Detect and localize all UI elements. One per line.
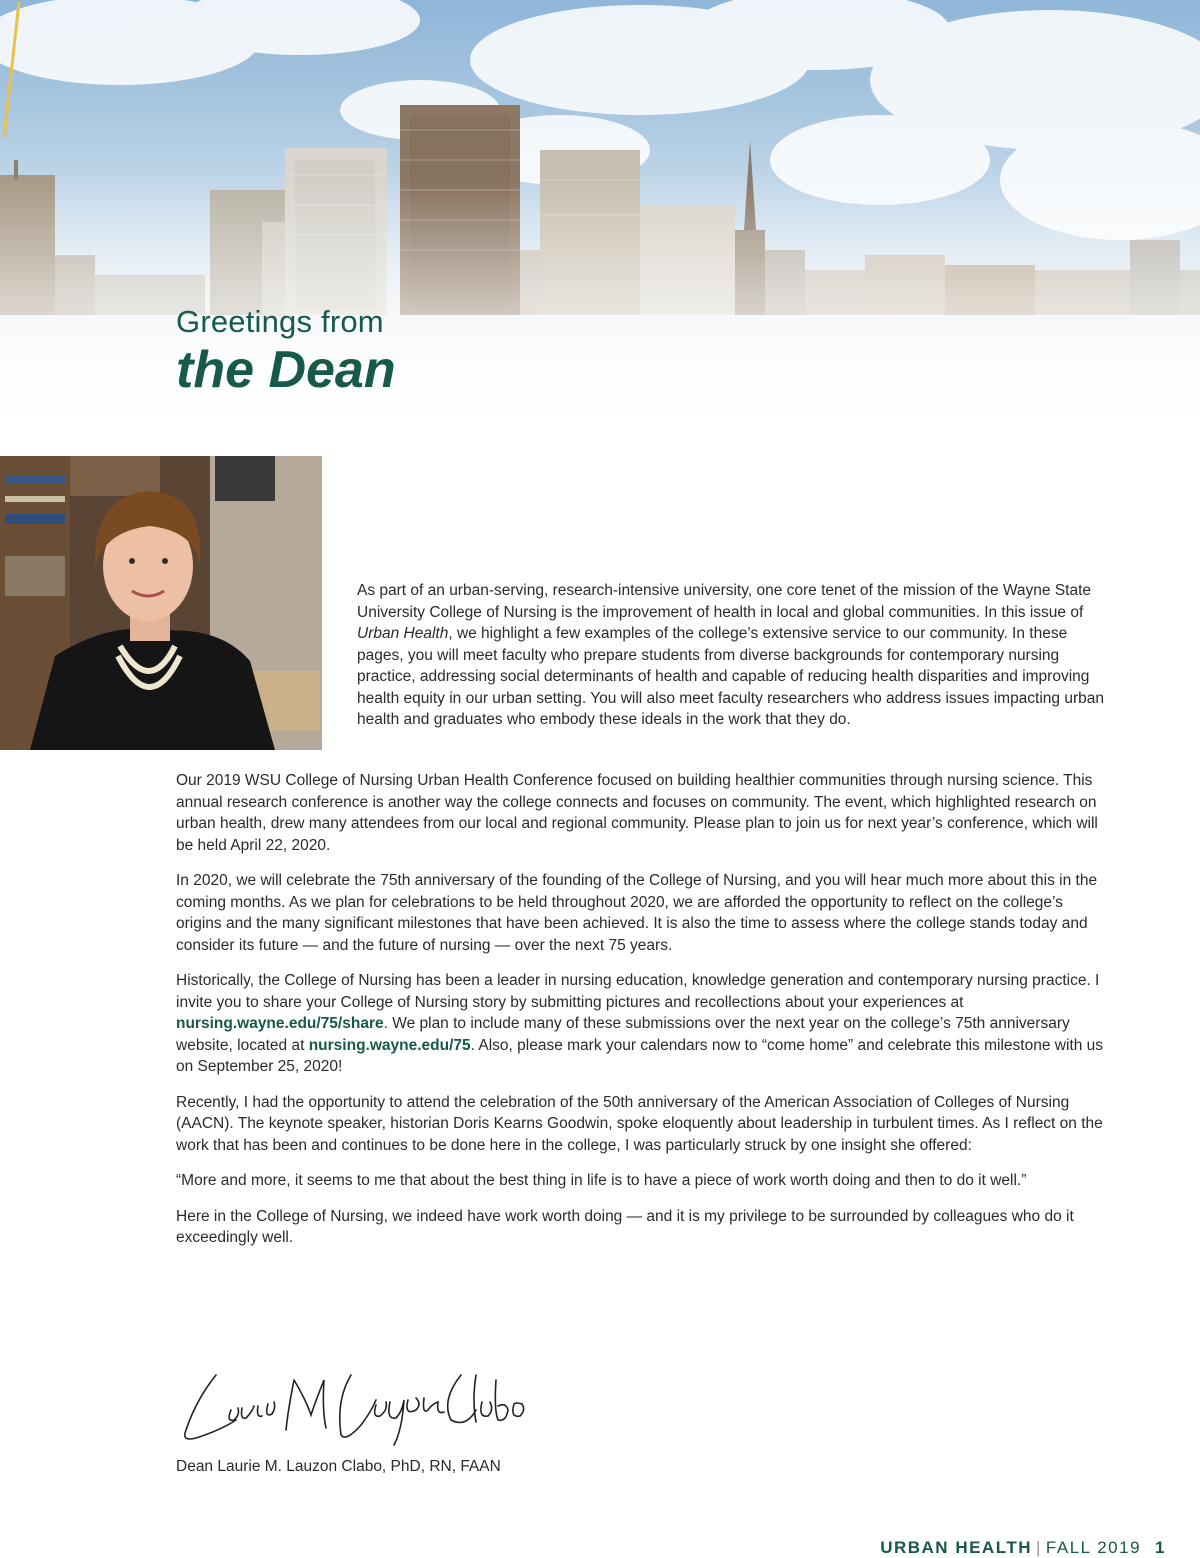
publication-title: Urban Health [357, 625, 449, 642]
page-number: 1 [1155, 1538, 1166, 1557]
hero-skyline-banner [0, 0, 1200, 450]
gold-accent-rule [0, 0, 22, 140]
title-the-dean: the Dean [176, 341, 396, 399]
share-link[interactable]: nursing.wayne.edu/75/share [176, 1015, 384, 1032]
signatory-name: Dean Laurie M. Lauzon Clabo, PhD, RN, FAAN [176, 1458, 501, 1475]
anniversary-website-link[interactable]: nursing.wayne.edu/75 [308, 1036, 471, 1054]
paragraph-aacn: Recently, I had the opportunity to attend the celebration of the 50th anniversary of the American Association of Colleges of Nursing (AACN). The keynote speaker, historian Doris Kearns Goodwin, spoke eloquently about leadership in turbulent times. As I reflect on the work that has been and continues to be done here in the college, I was particularly struck by one insight she offered: [176, 1093, 1103, 1154]
dean-portrait-photo [0, 456, 322, 750]
intro-text-end: , we highlight a few examples of the college’s extensive service to our community. In these pages, you will meet faculty who prepare students from diverse backgrounds for contemporary nursing practice, addressing social determinants of health and capable of reducing health disparities and improving health equity in our urban setting. You will also meet faculty researchers who address issues impacting urban health and graduates who embody these ideals in the work that they do. [357, 625, 1104, 728]
footer-issue: FALL 2019 [1045, 1538, 1142, 1557]
paragraph-conference: Our 2019 WSU College of Nursing Urban Health Conference focused on building healthier communities through nursing science. This annual research conference is another way the college connects and focuses on community. The event, which highlighted research on urban health, drew many attendees from our local and regional community. Please plan to join us for next year’s conference, which will be held April 22, 2020. [176, 772, 1098, 854]
intro-text-start: As part of an urban-serving, research-intensive university, one core tenet of the mission of the Wayne State University College of Nursing is the improvement of health in local and global communities. In this issue of [357, 582, 1092, 621]
share-text-3: . Also, please mark your calendars now to “come home” and celebrate this milestone with us on September 25, 2020! [176, 1036, 1103, 1075]
paragraph-share-story [176, 970, 1111, 1078]
title-greetings: Greetings from [176, 304, 384, 339]
share-text-2: . We plan to include many of these submissions over the next year on the college’s 75th anniversary website, located at [176, 1015, 1070, 1054]
intro-paragraph [357, 580, 1107, 731]
footer-brand-bold: HEALTH [955, 1538, 1032, 1557]
letter-body [176, 770, 1111, 1263]
paragraph-closing: Here in the College of Nursing, we indeed have work worth doing — and it is my privilege to be surrounded by colleagues who do it exceedingly well. [176, 1207, 1074, 1246]
paragraph-anniversary: In 2020, we will celebrate the 75th anniversary of the founding of the College of Nursing, and you will hear much more about this in the coming months. As we plan for celebrations to be held throughout 2020, we are afforded the opportunity to reflect on the college’s origins and the many significant milestones that have been achieved. It is also the time to assess where the college stands today and consider its future — and the future of nursing — over the next 75 years. [176, 872, 1098, 954]
paragraph-quote: “More and more, it seems to me that about the best thing in life is to have a piece of work worth doing and then to do it well.” [176, 1172, 1027, 1189]
footer-brand-light: URBAN [880, 1538, 950, 1557]
page-footer [880, 1538, 1166, 1558]
share-text-1: Historically, the College of Nursing has been a leader in nursing education, knowledge generation and contemporary nursing practice. I invite you to share your College of Nursing story by submitting pictures and recollections about your experiences at [176, 972, 1100, 1011]
footer-separator: | [1036, 1538, 1042, 1557]
handwritten-signature [176, 1360, 536, 1450]
